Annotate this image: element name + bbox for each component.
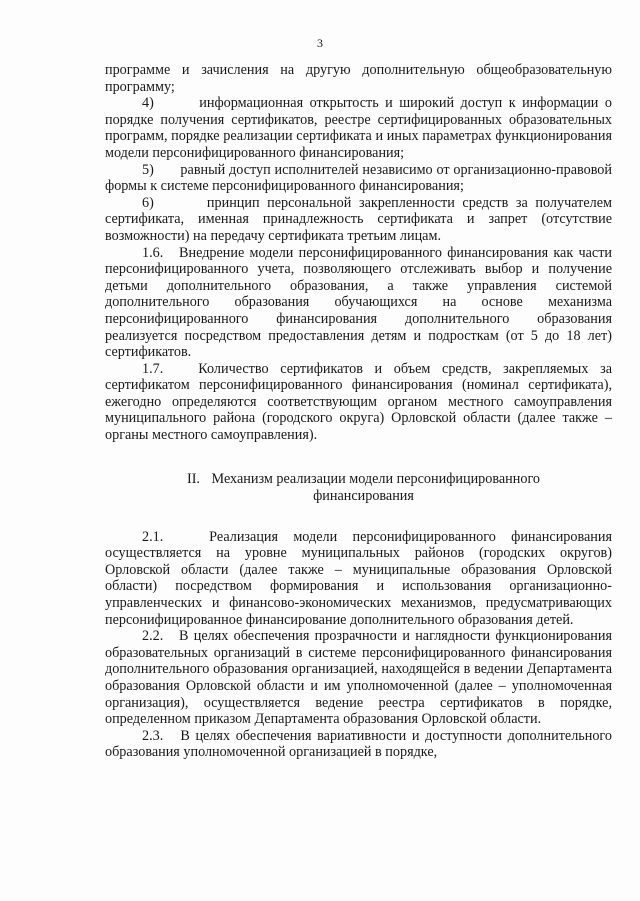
paragraph-2-1: 2.1. Реализация модели персонифицированного финансирования осуществляется на уровне муниципальных районов (городских округов) Орловской области (далее также – муниципальные образования Орловской области) посредством формирования и использования организационно-управленческих и финансово-экономических механизмов, предусматривающих персонифицированное финансирование дополнительного образования детей. <box>105 528 612 628</box>
paragraph-1-7: 1.7. Количество сертификатов и объем средств, закрепляемых за сертификатом персонифицированного финансирования (номинал сертификата), ежегодно определяются соответствующим органом местного самоуправления муниципального района (городского округа) Орловской области (далее также – органы местного самоуправления). <box>105 360 612 444</box>
section-title: Механизм реализации модели персонифицированного финансирования <box>211 470 541 504</box>
list-item-5: 5) равный доступ исполнителей независимо от организационно-правовой формы к системе персонифицированного финансирования; <box>105 161 612 195</box>
list-item-4: 4) информационная открытость и широкий доступ к информации о порядке получения сертификатов, реестре сертифицированных образовательных программ, порядке реализации сертификата и иных параметрах функционирования модели персонифицированного финансирования; <box>105 95 612 161</box>
section-heading <box>105 471 612 505</box>
paragraph-continuation: программе и зачисления на другую дополнительную общеобразовательную программу; <box>105 62 612 95</box>
document-body <box>105 62 612 761</box>
page-number: 3 <box>317 36 323 50</box>
section-number: II. <box>186 470 200 487</box>
paragraph-2-3: 2.3. В целях обеспечения вариативности и доступности дополнительного образования уполномоченной организацией в порядке, <box>105 727 612 761</box>
paragraph-2-2: 2.2. В целях обеспечения прозрачности и наглядности функционирования образовательных организаций в системе персонифицированного финансирования дополнительного образования организацией, находящейся в ведении Департамента образования Орловской области и им уполномоченной (далее – уполномоченная организация), осуществляется ведение реестра сертификатов в порядке, определенном приказом Департамента образования Орловской области. <box>105 628 612 728</box>
list-item-6: 6) принцип персональной закрепленности средств за получателем сертификата, именная принадлежность сертификата и запрет (отсутствие возможности) на передачу сертификата третьим лицам. <box>105 194 612 244</box>
paragraph-1-6: 1.6. Внедрение модели персонифицированного финансирования как части персонифицированного учета, позволяющего отслеживать выбор и получение детьми дополнительного образования, а также управления системой дополнительного образования обучающихся на основе механизма персонифицированного финансирования дополнительного образования реализуется посредством предоставления детям и подросткам (от 5 до 18 лет) сертификатов. <box>105 244 612 361</box>
